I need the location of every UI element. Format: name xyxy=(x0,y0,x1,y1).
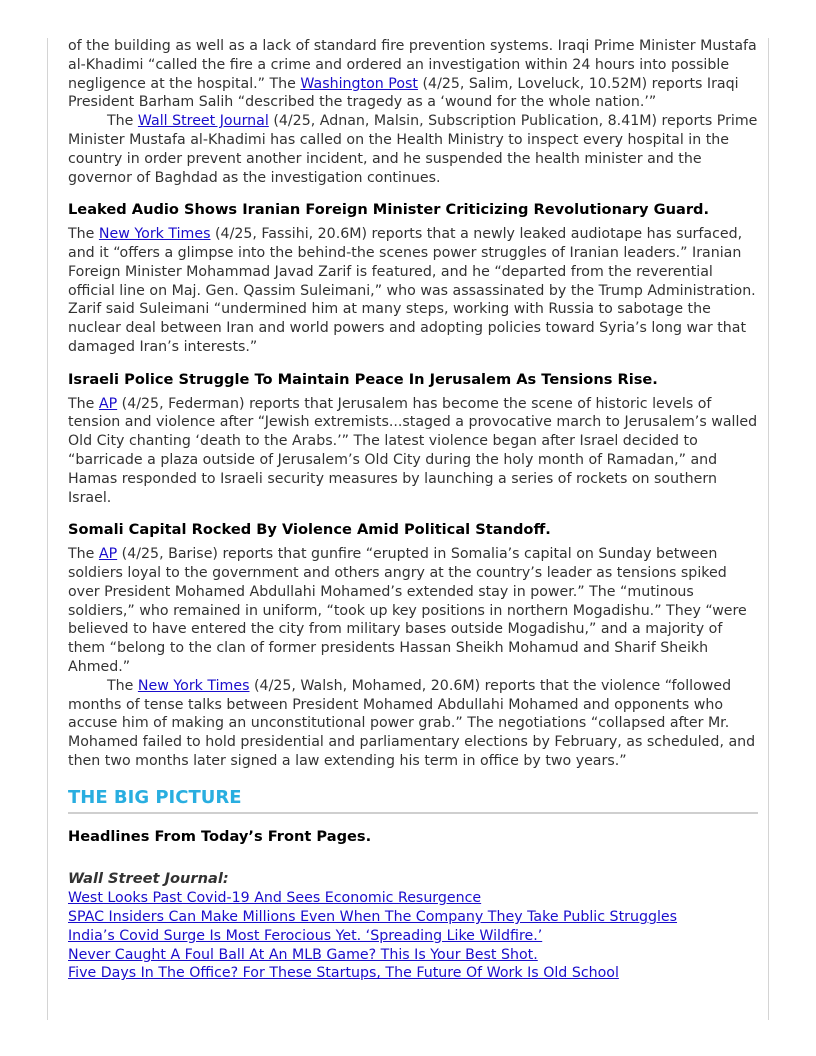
iraq-paragraph-2: The Wall Street Journal (4/25, Adnan, Malsin, Subscription Publication, 8.41M) reports Prime Minister Mustafa al-Khadimi has called on the Health Ministry to inspect every hospital in the country in order prevent another incident, and he suspended the health minister and the governor of Baghdad as the investigation continues. xyxy=(68,113,758,186)
headline-link[interactable]: Never Caught A Foul Ball At An MLB Game? This Is Your Best Shot. xyxy=(68,946,538,963)
ap-link[interactable]: AP xyxy=(98,395,118,412)
headline-link[interactable]: India’s Covid Surge Is Most Ferocious Yet. ‘Spreading Like Wildfire.’ xyxy=(68,927,543,944)
iran-headline: Leaked Audio Shows Iranian Foreign Minister Criticizing Revolutionary Guard. xyxy=(68,201,710,219)
iraq-paragraph: of the building as well as a lack of standard fire prevention systems. Iraqi Prime Minister Mustafa al-Khadimi “called the fire a crime and ordered an investigation within 24 hours into possible negligence at the hospital.” The Washington Post (4/25, Salim, Loveluck, 10.52M) reports Iraqi President Barham Salih “described the tragedy as a ‘wound for the whole nation.’” xyxy=(68,38,757,111)
newsletter-body xyxy=(68,37,758,983)
headline-link[interactable]: SPAC Insiders Can Make Millions Even When The Company They Take Public Struggles xyxy=(68,909,678,926)
headline-link[interactable]: West Looks Past Covid-19 And Sees Economic Resurgence xyxy=(68,890,482,907)
right-margin-rule xyxy=(768,38,769,1020)
israel-paragraph: The AP (4/25, Federman) reports that Jerusalem has become the scene of historic levels of tension and violence after “Jewish extremists...staged a provocative march to Jerusalem’s walled Old City chanting ‘death to the Arabs.’” The latest violence began after Israel decided to “barricade a plaza outside of Jerusalem’s Old City during the holy month of Ramadan,” and Hamas responded to Israeli security measures by launching a series of rockets on southern Israel. xyxy=(68,395,758,506)
publication-name: Wall Street Journal: xyxy=(68,870,229,888)
front-pages-headline: Headlines From Today’s Front Pages. xyxy=(68,827,372,845)
washington-post-link[interactable]: Washington Post xyxy=(300,75,418,92)
iran-paragraph: The New York Times (4/25, Fassihi, 20.6M) reports that a newly leaked audiotape has surfaced, and it “offers a glimpse into the behind-the scenes power struggles of Iranian leaders.” Iranian Foreign Minister Mohammad Javad Zarif is featured, and he “departed from the reverential official line on Maj. Gen. Qassim Suleimani,” who was assassinated by the Trump Administration. Zarif said Suleimani “undermined him at many steps, working with Russia to sabotage the nuclear deal between Iran and world powers and adopting policies toward Syria’s long war that damaged Iran’s interests.” xyxy=(68,226,756,355)
somalia-paragraph: The AP (4/25, Barise) reports that gunfire “erupted in Somalia’s capital on Sunday between soldiers loyal to the government and others angry at the country’s leader as tensions spiked over President Mohamed Abdullahi Mohamed’s extended stay in power.” The “mutinous soldiers,” who remained in uniform, “took up key positions in northern Mogadishu.” They “were believed to have entered the city from military bases outside Mogadishu,” and a majority of them “belong to the clan of former presidents Hassan Sheikh Mohamud and Sharif Sheikh Ahmed.” xyxy=(68,546,747,675)
somalia-paragraph-2: The New York Times (4/25, Walsh, Mohamed, 20.6M) reports that the violence “followed months of tense talks between President Mohamed Abdullahi Mohamed and opponents who accuse him of making an unconstitutional power grab.” The negotiations “collapsed after Mr. Mohamed failed to hold presidential and parliamentary elections by February, as scheduled, and then two months later signed a law extending his term in office by two years.” xyxy=(68,677,756,769)
headline-link[interactable]: Five Days In The Office? For These Startups, The Future Of Work Is Old School xyxy=(68,965,619,982)
somalia-headline: Somali Capital Rocked By Violence Amid Political Standoff. xyxy=(68,521,551,539)
left-margin-rule xyxy=(47,38,48,1020)
israel-headline: Israeli Police Struggle To Maintain Peace In Jerusalem As Tensions Rise. xyxy=(68,370,658,388)
section-title-big-picture: THE BIG PICTURE xyxy=(68,785,758,814)
headline-link-list xyxy=(68,889,758,983)
new-york-times-link-somalia[interactable]: New York Times xyxy=(137,677,250,694)
ap-link-somalia[interactable]: AP xyxy=(98,546,118,563)
wall-street-journal-link[interactable]: Wall Street Journal xyxy=(137,113,269,130)
new-york-times-link[interactable]: New York Times xyxy=(98,226,211,243)
